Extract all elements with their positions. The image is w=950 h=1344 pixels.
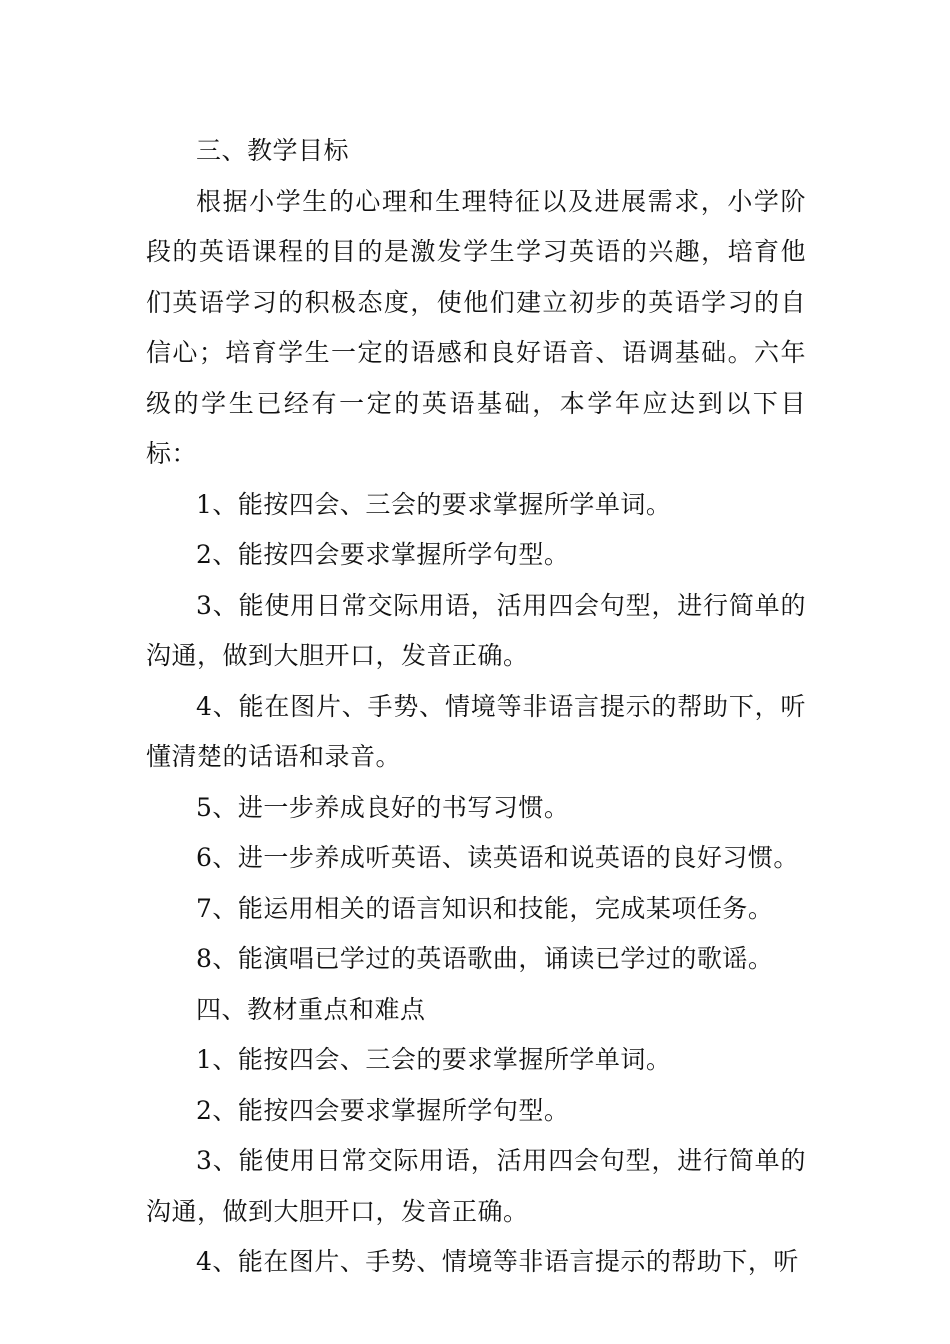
goal-item-1: 1、能按四会、三会的要求掌握所学单词。: [196, 489, 672, 519]
intro-paragraph: 根据小学生的心理和生理特征以及进展需求，小学阶段的英语课程的目的是激发学生学习英语的兴趣，培育他们英语学习的积极态度，使他们建立初步的英语学习的自信心；培育学生一定的语感和良好语音、语调基础。六年级的学生已经有一定的英语基础，本学年应达到以下目标：: [146, 186, 806, 468]
section-heading-teaching-goals: 三、教学目标: [196, 136, 350, 165]
goal-item-6: 6、进一步养成听英语、读英语和说英语的良好习惯。: [196, 843, 799, 872]
goal-item-3: 3、能使用日常交际用语，活用四会句型，进行简单的沟通，做到大胆开口，发音正确。: [146, 590, 806, 670]
key-point-item-2: 2、能按四会要求掌握所学句型。: [196, 1095, 570, 1125]
key-point-item-1: 1、能按四会、三会的要求掌握所学单词。: [196, 1045, 672, 1074]
goal-item-8: 8、能演唱已学过的英语歌曲，诵读已学过的歌谣。: [196, 944, 774, 973]
key-point-item-4: 4、能在图片、手势、情境等非语言提示的帮助下，听: [196, 1247, 799, 1276]
goal-item-5: 5、进一步养成良好的书写习惯。: [196, 792, 570, 822]
document-body: [146, 126, 806, 1288]
key-point-item-3: 3、能使用日常交际用语，活用四会句型，进行简单的沟通，做到大胆开口，发音正确。: [146, 1146, 806, 1226]
goal-item-2: 2、能按四会要求掌握所学句型。: [196, 540, 570, 569]
section-heading-key-points: 四、教材重点和难点: [196, 994, 426, 1024]
goal-item-7: 7、能运用相关的语言知识和技能，完成某项任务。: [196, 893, 774, 923]
goal-item-4: 4、能在图片、手势、情境等非语言提示的帮助下，听懂清楚的话语和录音。: [146, 691, 806, 771]
